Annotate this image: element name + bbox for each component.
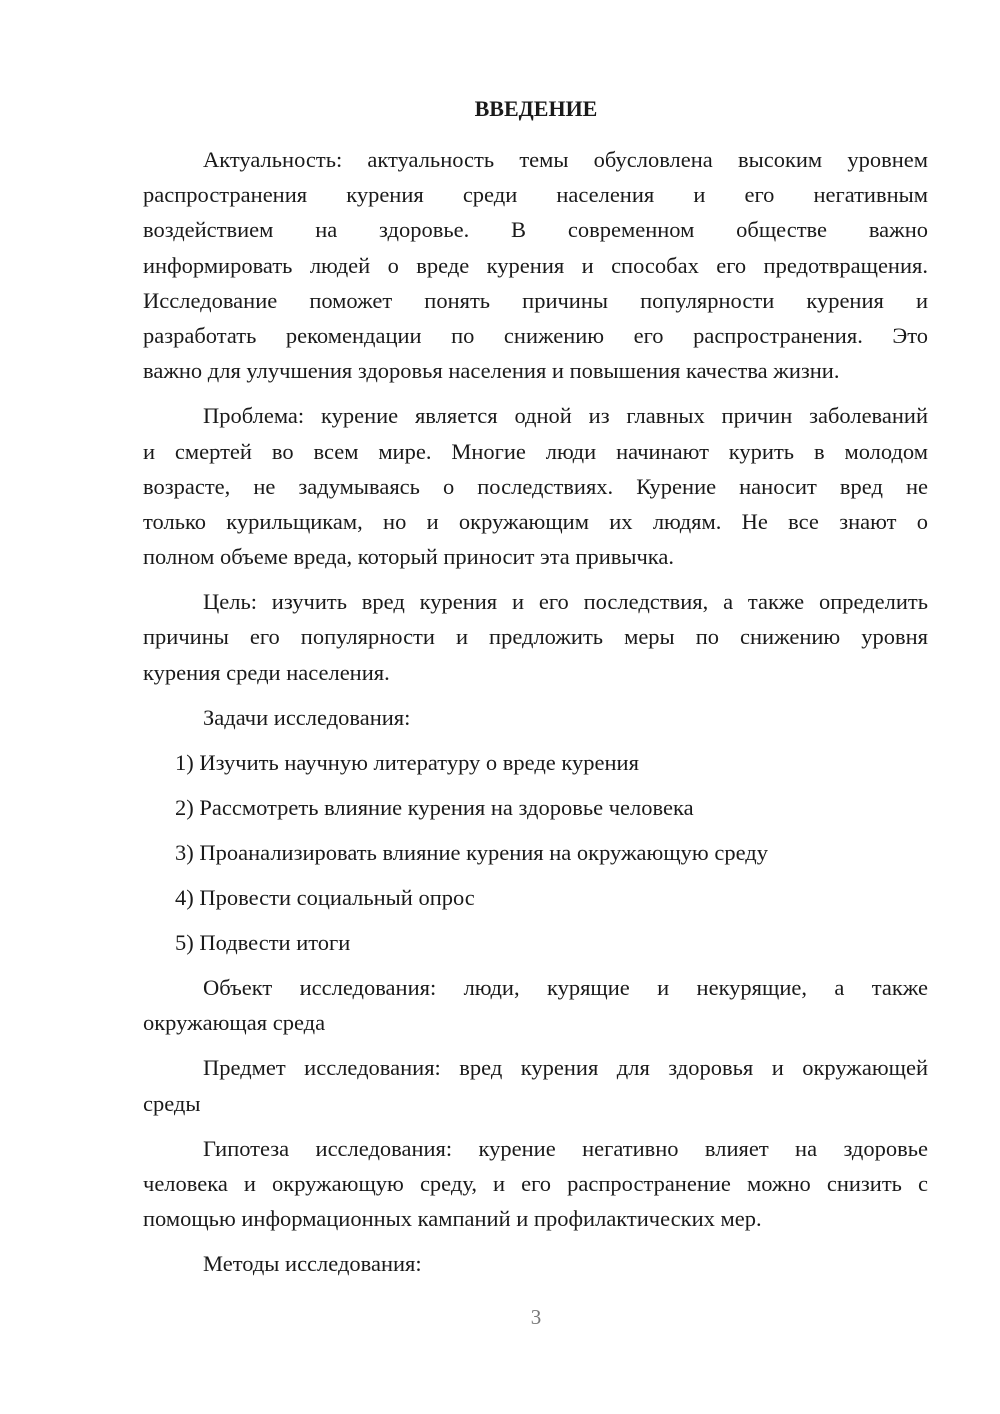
task-list-item: 2) Рассмотреть влияние курения на здоровье человека (175, 795, 694, 820)
paragraph-line: человека и окружающую среду, и его распространение можно снизить с (143, 1170, 928, 1196)
paragraph-line: возрасте, не задумываясь о последствиях. Курение наносит вред не (143, 473, 928, 499)
paragraph (143, 970, 928, 1040)
paragraphs-before-list (143, 142, 928, 735)
paragraph (143, 1246, 928, 1281)
paragraph-line: полном объеме вреда, который приносит эта привычка. (143, 544, 675, 570)
paragraph-line: информировать людей о вреде курения и способах его предотвращения. (143, 252, 928, 278)
task-list-item: 5) Подвести итоги (175, 930, 351, 955)
paragraph (143, 398, 928, 574)
paragraph-line: и смертей во всем мире. Многие люди начинают курить в молодом (143, 438, 928, 464)
paragraph-line: воздействием на здоровье. В современном обществе важно (143, 217, 928, 243)
page-number: 3 (530, 1305, 542, 1329)
paragraph-line: только курильщикам, но и окружающим их людям. Не все знают о (143, 508, 928, 534)
task-list-item: 1) Изучить научную литературу о вреде курения (175, 750, 639, 775)
paragraph-line: Проблема: курение является одной из главных причин заболеваний (203, 403, 928, 429)
paragraph-line: Предмет исследования: вред курения для здоровья и окружающей (203, 1055, 928, 1081)
paragraph-line: окружающая среда (143, 1010, 326, 1036)
paragraph-line: Методы исследования: (203, 1251, 422, 1277)
document-body (143, 142, 928, 1292)
paragraph (143, 1050, 928, 1120)
paragraph (143, 584, 928, 690)
paragraph-line: курения среди населения. (143, 659, 390, 685)
paragraphs-after-list (143, 970, 928, 1282)
task-list-item: 4) Провести социальный опрос (175, 885, 475, 910)
paragraph-line: причины его популярности и предложить меры по снижению уровня (143, 624, 928, 650)
paragraph (143, 142, 928, 388)
paragraph-line: Гипотеза исследования: курение негативно влияет на здоровье (203, 1135, 928, 1161)
paragraph (143, 1131, 928, 1237)
tasks-list (143, 745, 928, 970)
task-list-item: 3) Проанализировать влияние курения на окружающую среду (175, 840, 768, 865)
paragraph-line: Актуальность: актуальность темы обусловлена высоким уровнем (203, 147, 928, 172)
paragraph-line: Объект исследования: люди, курящие и некурящие, а также (203, 975, 928, 1000)
paragraph-line: Исследование поможет понять причины популярности курения и (143, 287, 928, 313)
paragraph-line: Цель: изучить вред курения и его последствия, а также определить (203, 589, 928, 615)
paragraph-line: Задачи исследования: (203, 704, 411, 730)
page-title: ВВЕДЕНИЕ (474, 96, 598, 121)
paragraph (143, 700, 928, 735)
paragraph-line: среды (143, 1090, 201, 1116)
paragraph-line: важно для улучшения здоровья населения и повышения качества жизни. (143, 358, 840, 384)
paragraph-line: разработать рекомендации по снижению его распространения. Это (143, 322, 928, 348)
paragraph-line: помощью информационных кампаний и профилактических мер. (143, 1206, 762, 1232)
paragraph-line: распространения курения среди населения и его негативным (143, 182, 928, 208)
